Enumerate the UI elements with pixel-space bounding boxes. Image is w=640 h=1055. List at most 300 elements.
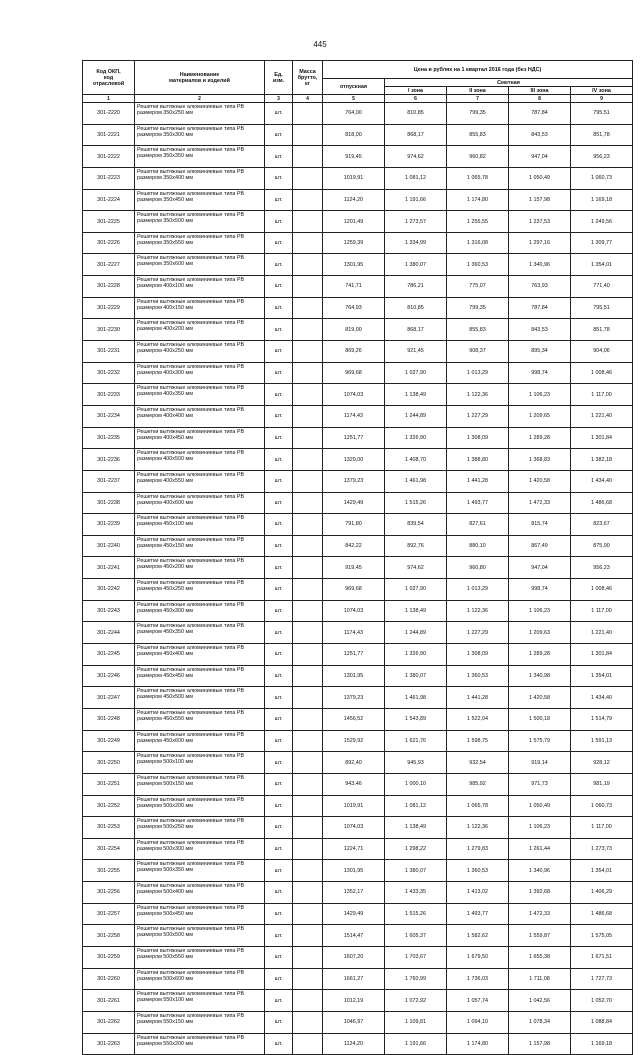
price-zone-3: 1 340,96 xyxy=(509,254,571,276)
column-number: 5 xyxy=(323,95,385,103)
header-estimated: Сметная xyxy=(385,79,633,87)
table-row xyxy=(83,665,633,687)
item-name: Решетки вытяжные алюминиевые типа РВ размером 450х250 мм xyxy=(135,579,265,601)
price-release: 1259,39 xyxy=(323,232,385,254)
price-release: 1607,20 xyxy=(323,946,385,968)
price-zone-4: 1 406,29 xyxy=(571,882,633,904)
table-row xyxy=(83,276,633,298)
price-zone-2: 960,80 xyxy=(447,557,509,579)
item-unit: шт. xyxy=(265,1033,293,1055)
price-zone-1: 1 408,70 xyxy=(385,449,447,471)
price-release: 819,00 xyxy=(323,319,385,341)
item-code: 301-2229 xyxy=(83,297,135,319)
price-release: 1251,77 xyxy=(323,427,385,449)
item-mass xyxy=(293,427,323,449)
price-zone-4: 956,23 xyxy=(571,557,633,579)
item-mass xyxy=(293,232,323,254)
item-code: 301-2259 xyxy=(83,946,135,968)
item-unit: шт. xyxy=(265,990,293,1012)
table-row xyxy=(83,687,633,709)
item-name: Решетки вытяжные алюминиевые типа РВ размером 400х600 мм xyxy=(135,492,265,514)
price-zone-2: 799,35 xyxy=(447,297,509,319)
item-mass xyxy=(293,405,323,427)
item-name: Решетки вытяжные алюминиевые типа РВ размером 450х300 мм xyxy=(135,600,265,622)
item-mass xyxy=(293,319,323,341)
price-zone-1: 1 244,89 xyxy=(385,405,447,427)
item-unit: шт. xyxy=(265,1011,293,1033)
item-mass xyxy=(293,946,323,968)
price-zone-3: 1 106,23 xyxy=(509,817,571,839)
column-number: 2 xyxy=(135,95,265,103)
item-unit: шт. xyxy=(265,211,293,233)
item-name: Решетки вытяжные алюминиевые типа РВ размером 400х350 мм xyxy=(135,384,265,406)
price-zone-2: 1 057,74 xyxy=(447,990,509,1012)
price-zone-3: 1 575,79 xyxy=(509,730,571,752)
column-number: 7 xyxy=(447,95,509,103)
price-zone-4: 1 671,51 xyxy=(571,946,633,968)
table-row xyxy=(83,146,633,168)
price-release: 764,93 xyxy=(323,297,385,319)
price-zone-3: 1 289,28 xyxy=(509,427,571,449)
price-release: 1012,19 xyxy=(323,990,385,1012)
item-mass xyxy=(293,470,323,492)
item-code: 301-2239 xyxy=(83,514,135,536)
price-zone-3: 1 261,44 xyxy=(509,838,571,860)
column-number: 8 xyxy=(509,95,571,103)
price-zone-2: 880,10 xyxy=(447,535,509,557)
price-zone-2: 1 013,29 xyxy=(447,579,509,601)
item-mass xyxy=(293,124,323,146)
price-zone-2: 1 441,28 xyxy=(447,687,509,709)
item-code: 301-2221 xyxy=(83,124,135,146)
header-release: отпускная xyxy=(323,79,385,95)
price-zone-2: 1 582,62 xyxy=(447,925,509,947)
item-mass xyxy=(293,557,323,579)
item-code: 301-2222 xyxy=(83,146,135,168)
table-row xyxy=(83,492,633,514)
table-row xyxy=(83,470,633,492)
item-name: Решетки вытяжные алюминиевые типа РВ размером 500х350 мм xyxy=(135,860,265,882)
price-zone-3: 1 392,68 xyxy=(509,882,571,904)
price-zone-4: 851,78 xyxy=(571,319,633,341)
price-zone-1: 1 326,90 xyxy=(385,427,447,449)
price-zone-4: 1 301,84 xyxy=(571,427,633,449)
item-code: 301-2235 xyxy=(83,427,135,449)
price-zone-2: 1 013,29 xyxy=(447,362,509,384)
price-zone-4: 1 008,46 xyxy=(571,579,633,601)
item-name: Решетки вытяжные алюминиевые типа РВ размером 400х300 мм xyxy=(135,362,265,384)
price-zone-1: 1 138,49 xyxy=(385,817,447,839)
item-name: Решетки вытяжные алюминиевые типа РВ размером 450х100 мм xyxy=(135,514,265,536)
table-row xyxy=(83,189,633,211)
price-zone-3: 1 237,53 xyxy=(509,211,571,233)
price-zone-1: 1 138,49 xyxy=(385,600,447,622)
item-name: Решетки вытяжные алюминиевые типа РВ размером 450х150 мм xyxy=(135,535,265,557)
price-release: 1301,95 xyxy=(323,254,385,276)
price-release: 969,68 xyxy=(323,579,385,601)
price-release: 818,00 xyxy=(323,124,385,146)
price-zone-2: 1 360,53 xyxy=(447,254,509,276)
price-zone-3: 998,74 xyxy=(509,579,571,601)
price-zone-1: 1 703,67 xyxy=(385,946,447,968)
item-name: Решетки вытяжные алюминиевые типа РВ размером 350х500 мм xyxy=(135,211,265,233)
item-code: 301-2256 xyxy=(83,882,135,904)
price-zone-2: 855,83 xyxy=(447,124,509,146)
price-zone-2: 1 227,29 xyxy=(447,622,509,644)
item-name: Решетки вытяжные алюминиевые типа РВ размером 500х100 мм xyxy=(135,752,265,774)
header-code: Код ОКП, код отраслевой xyxy=(83,61,135,95)
table-row xyxy=(83,730,633,752)
table-row xyxy=(83,838,633,860)
item-code: 301-2243 xyxy=(83,600,135,622)
price-release: 919,45 xyxy=(323,557,385,579)
item-unit: шт. xyxy=(265,449,293,471)
price-zone-2: 1 413,02 xyxy=(447,882,509,904)
price-release: 1174,43 xyxy=(323,622,385,644)
item-unit: шт. xyxy=(265,817,293,839)
price-zone-1: 1 326,90 xyxy=(385,644,447,666)
table-row xyxy=(83,968,633,990)
price-release: 869,26 xyxy=(323,341,385,363)
price-zone-1: 810,85 xyxy=(385,297,447,319)
price-zone-1: 1 515,26 xyxy=(385,492,447,514)
price-zone-4: 1 169,18 xyxy=(571,1033,633,1055)
item-code: 301-2241 xyxy=(83,557,135,579)
item-mass xyxy=(293,644,323,666)
price-zone-4: 1 309,77 xyxy=(571,232,633,254)
price-zone-2: 1 122,36 xyxy=(447,600,509,622)
item-name: Решетки вытяжные алюминиевые типа РВ размером 450х400 мм xyxy=(135,644,265,666)
price-zone-3: 919,14 xyxy=(509,752,571,774)
table-row xyxy=(83,622,633,644)
item-code: 301-2251 xyxy=(83,773,135,795)
price-zone-1: 1 081,12 xyxy=(385,167,447,189)
item-mass xyxy=(293,687,323,709)
price-zone-4: 1 060,73 xyxy=(571,167,633,189)
price-zone-2: 1 388,80 xyxy=(447,449,509,471)
price-zone-3: 1 157,98 xyxy=(509,189,571,211)
item-mass xyxy=(293,990,323,1012)
price-zone-4: 1 273,73 xyxy=(571,838,633,860)
header-mass: Масса брутто, кг xyxy=(293,61,323,95)
price-zone-1: 921,45 xyxy=(385,341,447,363)
price-zone-4: 1 221,40 xyxy=(571,405,633,427)
price-zone-1: 1 191,66 xyxy=(385,189,447,211)
price-release: 943,46 xyxy=(323,773,385,795)
price-zone-1: 1 380,07 xyxy=(385,254,447,276)
table-row xyxy=(83,535,633,557)
item-code: 301-2252 xyxy=(83,795,135,817)
price-zone-4: 1 117,00 xyxy=(571,817,633,839)
price-release: 892,40 xyxy=(323,752,385,774)
table-row xyxy=(83,557,633,579)
item-code: 301-2230 xyxy=(83,319,135,341)
item-unit: шт. xyxy=(265,622,293,644)
table-row xyxy=(83,946,633,968)
item-name: Решетки вытяжные алюминиевые типа РВ размером 400х550 мм xyxy=(135,470,265,492)
item-mass xyxy=(293,211,323,233)
item-code: 301-2238 xyxy=(83,492,135,514)
item-code: 301-2228 xyxy=(83,276,135,298)
price-zone-3: 867,49 xyxy=(509,535,571,557)
table-row xyxy=(83,232,633,254)
item-name: Решетки вытяжные алюминиевые типа РВ размером 350х400 мм xyxy=(135,167,265,189)
price-zone-4: 1 354,01 xyxy=(571,254,633,276)
price-zone-4: 1 052,70 xyxy=(571,990,633,1012)
item-code: 301-2237 xyxy=(83,470,135,492)
price-release: 1074,03 xyxy=(323,384,385,406)
price-zone-2: 1 174,80 xyxy=(447,189,509,211)
price-zone-2: 1 279,83 xyxy=(447,838,509,860)
item-unit: шт. xyxy=(265,254,293,276)
table-row xyxy=(83,319,633,341)
header-zone-2: II зона xyxy=(447,87,509,95)
price-zone-4: 1 117,00 xyxy=(571,600,633,622)
price-zone-3: 998,74 xyxy=(509,362,571,384)
price-zone-4: 1 434,40 xyxy=(571,470,633,492)
price-zone-3: 787,84 xyxy=(509,103,571,125)
item-unit: шт. xyxy=(265,687,293,709)
price-zone-2: 1 493,77 xyxy=(447,903,509,925)
price-zone-2: 1 255,55 xyxy=(447,211,509,233)
price-zone-4: 823,67 xyxy=(571,514,633,536)
price-zone-1: 1 072,92 xyxy=(385,990,447,1012)
item-code: 301-2226 xyxy=(83,232,135,254)
price-release: 1074,03 xyxy=(323,817,385,839)
price-release: 1661,27 xyxy=(323,968,385,990)
price-zone-2: 908,37 xyxy=(447,341,509,363)
price-zone-2: 1 174,80 xyxy=(447,1033,509,1055)
item-mass xyxy=(293,579,323,601)
price-zone-1: 1 543,89 xyxy=(385,708,447,730)
table-row xyxy=(83,405,633,427)
price-zone-1: 1 273,57 xyxy=(385,211,447,233)
item-name: Решетки вытяжные алюминиевые типа РВ размером 400х200 мм xyxy=(135,319,265,341)
price-zone-2: 1 522,04 xyxy=(447,708,509,730)
item-name: Решетки вытяжные алюминиевые типа РВ размером 400х500 мм xyxy=(135,449,265,471)
item-code: 301-2244 xyxy=(83,622,135,644)
header-name: Наименование материалов и изделий xyxy=(135,61,265,95)
item-mass xyxy=(293,600,323,622)
item-mass xyxy=(293,1011,323,1033)
price-release: 1329,00 xyxy=(323,449,385,471)
column-number-row xyxy=(83,95,633,103)
item-code: 301-2242 xyxy=(83,579,135,601)
item-name: Решетки вытяжные алюминиевые типа РВ размером 450х450 мм xyxy=(135,665,265,687)
item-name: Решетки вытяжные алюминиевые типа РВ размером 450х550 мм xyxy=(135,708,265,730)
item-unit: шт. xyxy=(265,968,293,990)
item-code: 301-2262 xyxy=(83,1011,135,1033)
price-zone-1: 868,17 xyxy=(385,124,447,146)
table-row xyxy=(83,579,633,601)
item-unit: шт. xyxy=(265,514,293,536)
item-unit: шт. xyxy=(265,427,293,449)
item-name: Решетки вытяжные алюминиевые типа РВ размером 500х500 мм xyxy=(135,925,265,947)
price-zone-1: 1 081,12 xyxy=(385,795,447,817)
table-row xyxy=(83,708,633,730)
table-row xyxy=(83,644,633,666)
column-number: 4 xyxy=(293,95,323,103)
item-code: 301-2254 xyxy=(83,838,135,860)
price-release: 1046,97 xyxy=(323,1011,385,1033)
item-unit: шт. xyxy=(265,405,293,427)
price-zone-3: 1 711,08 xyxy=(509,968,571,990)
item-code: 301-2231 xyxy=(83,341,135,363)
item-unit: шт. xyxy=(265,492,293,514)
price-zone-1: 1 380,07 xyxy=(385,860,447,882)
price-zone-4: 1 575,05 xyxy=(571,925,633,947)
price-zone-3: 763,93 xyxy=(509,276,571,298)
price-zone-1: 1 605,37 xyxy=(385,925,447,947)
price-release: 919,45 xyxy=(323,146,385,168)
table-row xyxy=(83,903,633,925)
table-row xyxy=(83,254,633,276)
price-zone-3: 947,04 xyxy=(509,146,571,168)
price-zone-4: 981,19 xyxy=(571,773,633,795)
item-code: 301-2257 xyxy=(83,903,135,925)
item-mass xyxy=(293,752,323,774)
price-zone-4: 1 727,73 xyxy=(571,968,633,990)
price-zone-3: 1 420,58 xyxy=(509,687,571,709)
item-mass xyxy=(293,838,323,860)
price-zone-2: 775,07 xyxy=(447,276,509,298)
table-row xyxy=(83,362,633,384)
price-zone-2: 1 360,53 xyxy=(447,860,509,882)
table-row xyxy=(83,384,633,406)
item-code: 301-2249 xyxy=(83,730,135,752)
table-row xyxy=(83,860,633,882)
item-name: Решетки вытяжные алюминиевые типа РВ размером 450х200 мм xyxy=(135,557,265,579)
price-zone-2: 1 065,78 xyxy=(447,167,509,189)
price-zone-1: 1 244,89 xyxy=(385,622,447,644)
price-zone-2: 799,35 xyxy=(447,103,509,125)
price-zone-4: 1 088,84 xyxy=(571,1011,633,1033)
item-code: 301-2255 xyxy=(83,860,135,882)
item-code: 301-2220 xyxy=(83,103,135,125)
price-zone-4: 1 514,79 xyxy=(571,708,633,730)
price-zone-1: 945,93 xyxy=(385,752,447,774)
item-unit: шт. xyxy=(265,903,293,925)
item-code: 301-2225 xyxy=(83,211,135,233)
price-zone-4: 904,06 xyxy=(571,341,633,363)
price-zone-1: 1 298,22 xyxy=(385,838,447,860)
table-row xyxy=(83,773,633,795)
price-zone-2: 1 308,09 xyxy=(447,644,509,666)
item-name: Решетки вытяжные алюминиевые типа РВ размером 550х200 мм xyxy=(135,1033,265,1055)
price-zone-2: 1 122,36 xyxy=(447,384,509,406)
price-zone-3: 947,04 xyxy=(509,557,571,579)
price-release: 1429,49 xyxy=(323,492,385,514)
item-name: Решетки вытяжные алюминиевые типа РВ размером 400х150 мм xyxy=(135,297,265,319)
price-zone-3: 1 289,28 xyxy=(509,644,571,666)
price-zone-3: 1 472,33 xyxy=(509,492,571,514)
price-zone-1: 1 027,90 xyxy=(385,362,447,384)
item-name: Решетки вытяжные алюминиевые типа РВ размером 350х250 мм xyxy=(135,103,265,125)
price-zone-1: 1 138,49 xyxy=(385,384,447,406)
price-zone-4: 928,12 xyxy=(571,752,633,774)
price-zone-3: 1 050,49 xyxy=(509,167,571,189)
header-zone-4: IV зона xyxy=(571,87,633,95)
table-row xyxy=(83,817,633,839)
price-zone-2: 1 598,75 xyxy=(447,730,509,752)
item-unit: шт. xyxy=(265,752,293,774)
item-name: Решетки вытяжные алюминиевые типа РВ размером 450х350 мм xyxy=(135,622,265,644)
item-mass xyxy=(293,254,323,276)
item-name: Решетки вытяжные алюминиевые типа РВ размером 450х500 мм xyxy=(135,687,265,709)
item-name: Решетки вытяжные алюминиевые типа РВ размером 500х250 мм xyxy=(135,817,265,839)
price-zone-2: 1 227,29 xyxy=(447,405,509,427)
item-mass xyxy=(293,362,323,384)
table-row xyxy=(83,882,633,904)
table-row xyxy=(83,103,633,125)
price-zone-3: 787,84 xyxy=(509,297,571,319)
price-zone-2: 1 316,08 xyxy=(447,232,509,254)
item-mass xyxy=(293,817,323,839)
table-row xyxy=(83,514,633,536)
item-code: 301-2248 xyxy=(83,708,135,730)
price-release: 1529,92 xyxy=(323,730,385,752)
price-release: 1429,49 xyxy=(323,903,385,925)
item-code: 301-2227 xyxy=(83,254,135,276)
item-unit: шт. xyxy=(265,773,293,795)
item-code: 301-2236 xyxy=(83,449,135,471)
table-row xyxy=(83,795,633,817)
price-zone-1: 810,85 xyxy=(385,103,447,125)
item-mass xyxy=(293,773,323,795)
item-name: Решетки вытяжные алюминиевые типа РВ размером 450х600 мм xyxy=(135,730,265,752)
price-zone-3: 1 340,98 xyxy=(509,665,571,687)
price-zone-3: 1 209,65 xyxy=(509,405,571,427)
price-release: 1379,23 xyxy=(323,687,385,709)
table-row xyxy=(83,124,633,146)
price-release: 741,71 xyxy=(323,276,385,298)
item-name: Решетки вытяжные алюминиевые типа РВ размером 500х150 мм xyxy=(135,773,265,795)
item-unit: шт. xyxy=(265,384,293,406)
item-mass xyxy=(293,535,323,557)
price-release: 1124,20 xyxy=(323,189,385,211)
price-zone-2: 1 308,09 xyxy=(447,427,509,449)
item-unit: шт. xyxy=(265,146,293,168)
item-unit: шт. xyxy=(265,557,293,579)
price-release: 1019,91 xyxy=(323,167,385,189)
price-zone-4: 1 486,68 xyxy=(571,492,633,514)
price-zone-1: 1 000,10 xyxy=(385,773,447,795)
price-zone-3: 971,73 xyxy=(509,773,571,795)
price-release: 842,22 xyxy=(323,535,385,557)
header-zone-1: I зона xyxy=(385,87,447,95)
item-code: 301-2253 xyxy=(83,817,135,839)
price-release: 969,68 xyxy=(323,362,385,384)
price-zone-1: 1 191,66 xyxy=(385,1033,447,1055)
price-zone-4: 1 486,68 xyxy=(571,903,633,925)
item-unit: шт. xyxy=(265,882,293,904)
item-unit: шт. xyxy=(265,860,293,882)
price-zone-3: 1 420,58 xyxy=(509,470,571,492)
price-zone-2: 827,61 xyxy=(447,514,509,536)
price-zone-4: 1 354,01 xyxy=(571,860,633,882)
item-name: Решетки вытяжные алюминиевые типа РВ размером 500х450 мм xyxy=(135,903,265,925)
price-zone-3: 1 472,33 xyxy=(509,903,571,925)
price-zone-1: 974,62 xyxy=(385,557,447,579)
price-zone-3: 1 559,87 xyxy=(509,925,571,947)
price-zone-3: 1 157,98 xyxy=(509,1033,571,1055)
price-zone-4: 1 169,18 xyxy=(571,189,633,211)
price-release: 1352,17 xyxy=(323,882,385,904)
price-release: 1251,77 xyxy=(323,644,385,666)
price-zone-1: 1 334,99 xyxy=(385,232,447,254)
item-unit: шт. xyxy=(265,708,293,730)
item-unit: шт. xyxy=(265,232,293,254)
